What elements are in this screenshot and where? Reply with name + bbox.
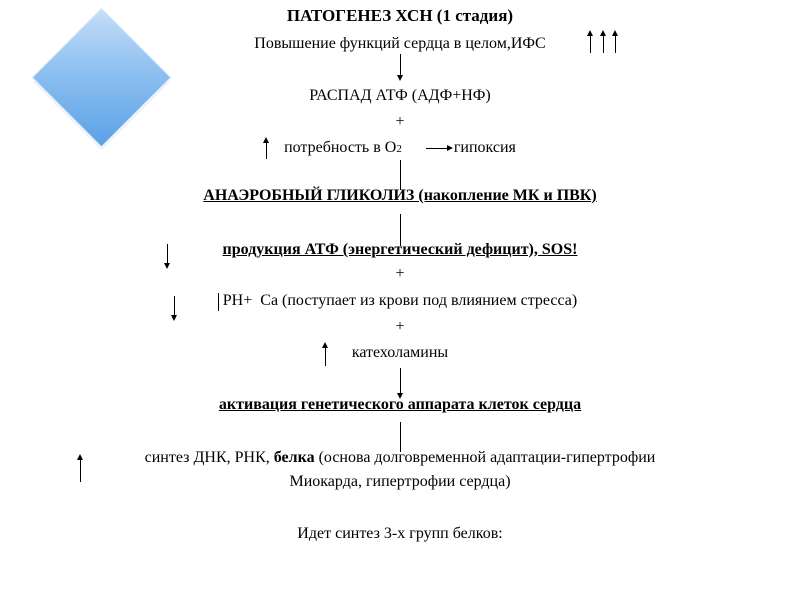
line-atp-production: продукция АТФ (энергетический дефицит), SOS! xyxy=(222,241,578,258)
protein-bold-text: белка xyxy=(273,449,315,466)
line-function-increase: Повышение функций сердца в целом,ИФС xyxy=(254,35,546,52)
page-title: ПАТОГЕНЕЗ ХСН (1 стадия) xyxy=(286,6,514,25)
hypoxia-text: гипоксия xyxy=(453,139,516,156)
line-anaerobic-glycolysis: АНАЭРОБНЫЙ ГЛИКОЛИЗ (накопление МК и ПВК) xyxy=(203,187,597,204)
plus-sign-3: + xyxy=(395,318,405,335)
oxygen-subscript: 2 xyxy=(396,143,402,155)
calcium-text: Са (поступает из крови под влиянием стресса) xyxy=(260,292,578,309)
line-myocardium: Миокарда, гипертрофии сердца) xyxy=(289,473,511,490)
plus-sign-1: + xyxy=(395,113,405,130)
line-protein-groups: Идет синтез 3-х групп белков: xyxy=(297,525,503,542)
synthesis-text-start: синтез ДНК, РНК, xyxy=(144,449,274,466)
synthesis-text-end: (основа долговременной адаптации-гипертрофии xyxy=(314,449,656,466)
plus-sign-2: + xyxy=(395,265,405,282)
line-atp-breakdown: РАСПАД АТФ (АДФ+НФ) xyxy=(309,87,491,104)
line-genetic-activation: активация генетического аппарата клеток сердца xyxy=(218,396,582,413)
line-oxygen-hypoxia xyxy=(0,138,800,159)
ph-text: РН+ xyxy=(222,292,253,309)
line-catecholamines: катехоламины xyxy=(351,344,449,361)
oxygen-demand-text: потребность в О xyxy=(284,139,397,156)
line-ph-calcium xyxy=(0,291,800,311)
